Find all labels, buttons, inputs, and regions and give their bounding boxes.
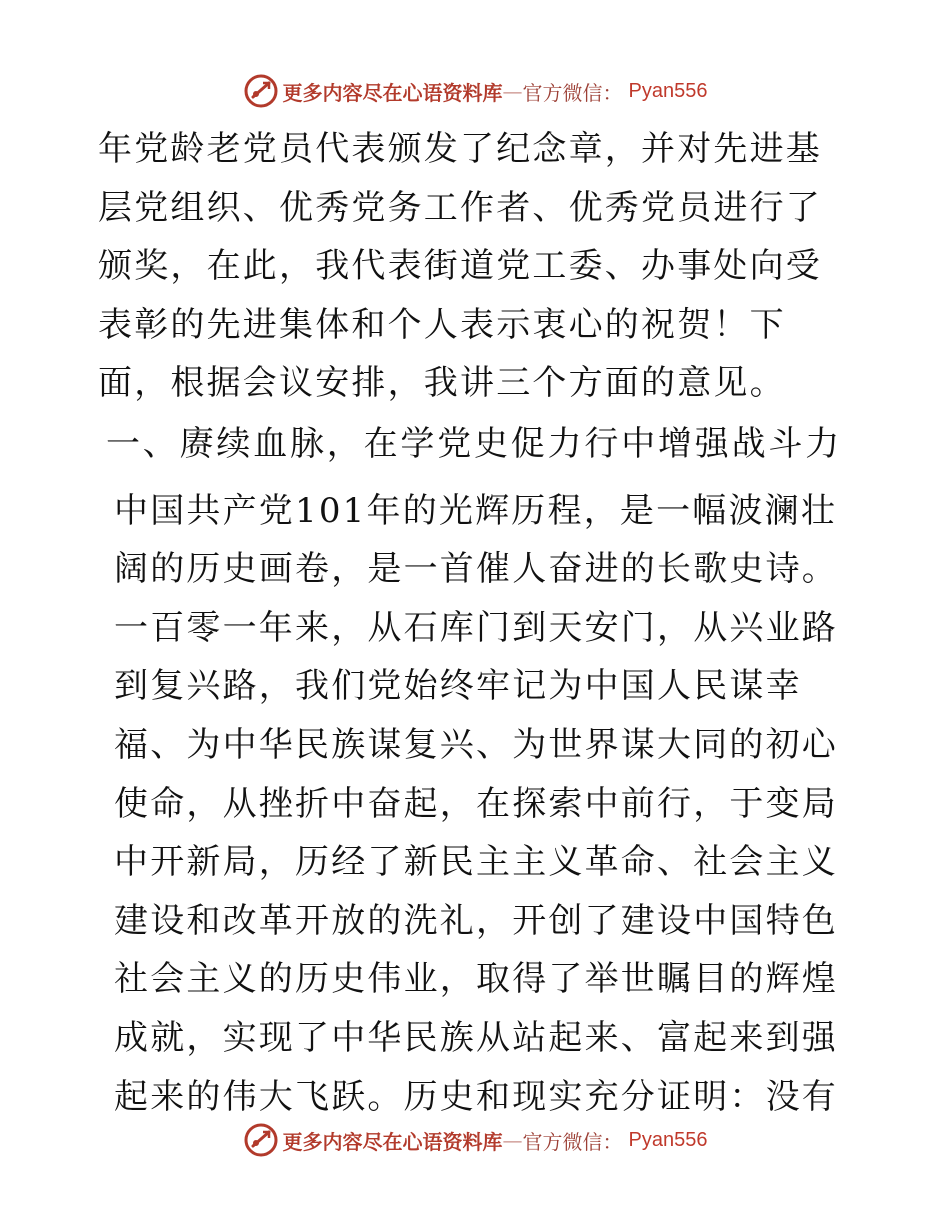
banner-dash: —: [502, 1128, 523, 1152]
footer-banner: [0, 1120, 950, 1160]
brand-logo-icon: [243, 73, 279, 109]
paragraph-body-1: 年党龄老党员代表颁发了纪念章，并对先进基层党组织、优秀党务工作者、优秀党员进行了颁奖，在此，我代表街道党工委、办事处向受表彰的先进集体和个人表示衷心的祝贺！下面，根据会议安排，我讲三个方面的意见。: [98, 129, 822, 404]
document-body: [98, 120, 858, 1126]
banner-wechat-label: 官方微信：: [522, 1129, 623, 1154]
banner-dash: —: [502, 79, 523, 103]
banner-wechat-id: Pyan556: [628, 1128, 708, 1151]
banner-wechat-label: 官方微信：: [522, 80, 623, 105]
paragraph-body-2: 中国共产党101年的光辉历程，是一幅波澜壮阔的历史画卷，是一首催人奋进的长歌史诗。一百零一年来，从石库门到天安门，从兴业路到复兴路，我们党始终牢记为中国人民谋幸福、为中华民族谋复兴、为世界谋大同的初心使命，从挫折中奋起，在探索中前行，于变局中开新局，历经了新民主主义革命、社会主义建设和改革开放的洗礼，开创了建设中国特色社会主义的历史伟业，取得了举世瞩目的辉煌成就，实现了中华民族从站起来、富起来到强起来的伟大飞跃。历史和现实充分证明：没有: [114, 490, 838, 1117]
banner-main-text: 更多内容尽在心语资料库: [282, 1129, 503, 1154]
section-heading: 一、赓续血脉，在学党史促力行中增强战斗力: [106, 423, 842, 464]
banner-main-text: 更多内容尽在心语资料库: [282, 80, 503, 105]
header-banner: [0, 71, 950, 111]
banner-wechat-id: Pyan556: [628, 79, 708, 102]
brand-logo-icon: [243, 1122, 279, 1158]
